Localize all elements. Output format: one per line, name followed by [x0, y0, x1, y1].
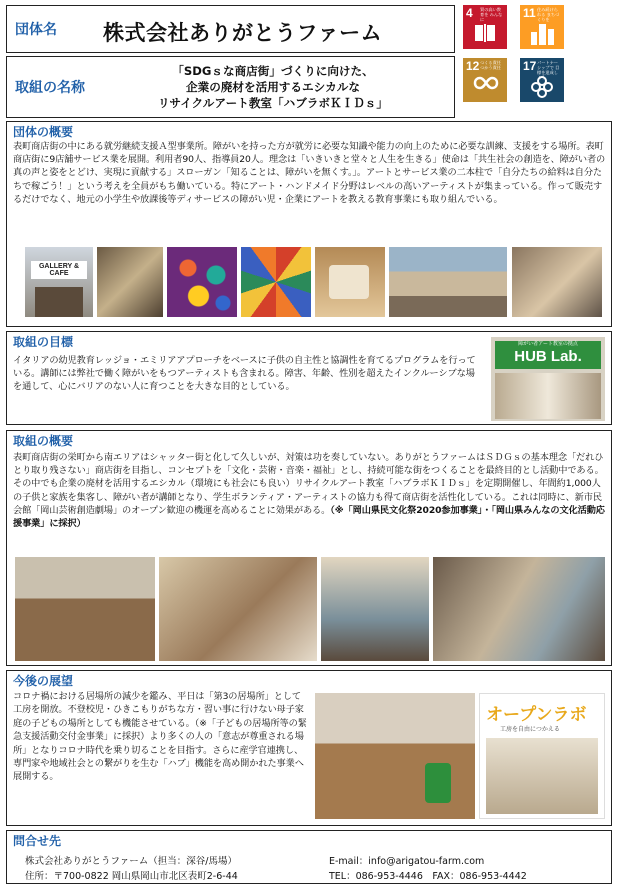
- org-label: 団体名: [15, 22, 57, 38]
- book-icon: [473, 22, 497, 44]
- workshop-people-photo: [512, 247, 602, 317]
- goal-text: イタリアの幼児教育レッジョ・エミリアアプローチをベースに子供の自主性と協調性を育てるプログラムを行っている。講師には弊社で働く障がいをもつアーティストも含まれる。障害、年齢、性別を超えたインクルーシブな場を通して、心にバリアのない人に育つことを大きな目的としている。: [13, 355, 476, 393]
- summary-note: （※「岡山県民文化祭2020参加事業」・「岡山県みんなの文化活動応援事業」に採択）: [13, 504, 605, 530]
- contact-phone: TEL：086-953-4446 FAX：086-953-4442: [329, 871, 527, 882]
- contact-company: 株式会社ありがとうファーム（担当：深谷/馬場）: [25, 856, 238, 867]
- gallery-cafe-photo: [25, 247, 93, 317]
- overview-section: [6, 121, 612, 327]
- city-icon: [530, 22, 556, 46]
- project-title-row: [6, 56, 455, 118]
- contact-address: 住所：〒700-0822 岡山県岡山市北区表町2-6-44: [25, 871, 238, 882]
- children-crafting-photo: [159, 557, 317, 661]
- craft-table-photo: [315, 693, 475, 819]
- summary-body: 表町商店街の栄町から南エリアはシャッター街と化して久しいが、対策は功を奏していない。ありがとうファームはＳＤＧｓの基本理念「だれひとり取り残さない」商店街を目指し、コンセプトを「文化・芸術・音楽・福祉」とし、持続可能な街をつくることを最終目的とし活動中である。その中でも企業の廃材を活用するエシカル（環境にも社会にも良い）リサイクルアート教室「ハブラボＫＩＤｓ」を定期開催し、年間約1,000人の子供と家族を集客し、障がい者が講師となり、学生ボランティア・アーティストの協力も得て商店街を活性化している。これは同時に、新市民会館「岡山芸術創造劇場」のオープン歓迎の機運を高めることに効果がある。: [13, 452, 604, 516]
- project-title-line: 「SDGｓな商店街」づくりに向けた、: [172, 64, 374, 78]
- sdg-11-icon: 11 住み続けられる まちづくりを: [520, 5, 564, 49]
- sdg-12-icon: 12 つくる責任 つかう責任: [463, 58, 507, 102]
- teacher-student-photo: [321, 557, 429, 661]
- open-lab-title: オープンラボ: [486, 705, 587, 725]
- org-name: 株式会社ありがとうファーム: [103, 21, 383, 45]
- mosaic-art-photo: [241, 247, 311, 317]
- overview-text: 表町商店街の中にある就労継続支援Ａ型事業所。障がいを持った方が就労に必要な知識や能力の向上のために必要な訓練、支援をする場所。表町商店街に9店舗サービス業を展開。利用者90人、指導員20人。理念は「いきいきと堂々と人生を生きる」使命は「共生社会の創造を、障がい者の真の声と姿をとどけ、実現に貢献する」スローガン「知ることは、障がいを無くす。」。アートとサービス業の二本柱で「自分たちの給料は自分たちで稼ごう！」という考えを全員がもち働いている。特にアート・ハンドメイド分野はレベルの高いアーティストが集まっている。作って販売するだけでなく、地元の小学生や放課後等ディサービスの障がい児・企業にアートを教える教育事業にも取り組んでいる。: [13, 141, 606, 205]
- open-lab-promo: [479, 693, 605, 819]
- project-title-line: リサイクルアート教室「ハブラボＫＩＤｓ」: [158, 96, 388, 110]
- org-name-row: [6, 5, 455, 53]
- contact-email[interactable]: E-mail：info@arigatou-farm.com: [329, 856, 485, 867]
- contact-heading: 問合せ先: [13, 834, 62, 848]
- colorful-art-photo: [167, 247, 237, 317]
- project-title: [103, 63, 443, 111]
- class-room-photo: [15, 557, 155, 661]
- storefront-sign: GALLERY & CAFE: [31, 261, 87, 279]
- flower-icon: [530, 75, 554, 99]
- sdg-4-icon: 4 質の高い教育を みんなに: [463, 5, 507, 49]
- hublab-logo: HUB Lab.: [514, 348, 582, 365]
- family-workshop-photo: [433, 557, 605, 661]
- infinity-icon: [473, 75, 499, 91]
- shop-interior-photo: [97, 247, 163, 317]
- sdg-17-icon: 17 パートナーシップで 目標を達成しよう: [520, 58, 564, 102]
- contact-section: [6, 830, 612, 884]
- title-label: 取組の名称: [15, 80, 85, 96]
- handmade-goods-photo: [315, 247, 385, 317]
- shopping-street-photo: [389, 247, 507, 317]
- future-section: [6, 670, 612, 826]
- project-title-line: 企業の廃材を活用するエシカルな: [186, 80, 360, 94]
- future-heading: 今後の展望: [13, 674, 74, 688]
- overview-heading: 団体の概要: [13, 125, 74, 139]
- summary-section: [6, 430, 612, 666]
- hublab-sign: [495, 341, 601, 369]
- goal-heading: 取組の目標: [13, 335, 74, 349]
- hublab-photo: [491, 337, 605, 421]
- hublab-sub: 障がい者アート教室の拠点: [518, 341, 578, 347]
- open-lab-sub: 工房を自由につかえる: [500, 726, 560, 733]
- future-text: コロナ禍における居場所の減少を鑑み、平日は「第3の居場所」として工房を開放。不登校児・ひきこもりがちな方・習い事に行けない母子家庭の子どもの場所としても機能させている。（※「子どもの居場所等の緊急支援活動交付金事業」に採択）より多くの人の「意志が尊重される場所」となりコロナ時代を乗り切ることを目指す。さらに産学官連携し、専門家や地域社会との繋がりを生む「ハブ」機能を高め開かれた事業へ展開する。: [13, 691, 307, 783]
- summary-text: [13, 451, 607, 563]
- summary-heading: 取組の概要: [13, 434, 74, 448]
- goal-section: [6, 331, 612, 425]
